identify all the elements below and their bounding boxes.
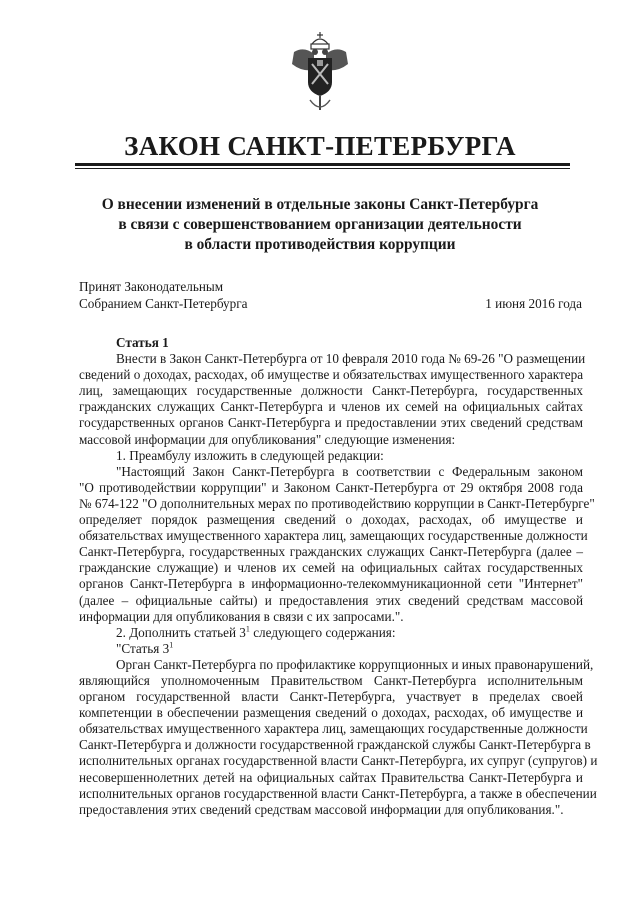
- body-line: являющийся уполномоченным Правительством Санкт-Петербурга исполнительным: [79, 672, 583, 688]
- coat-of-arms-emblem: [284, 30, 356, 116]
- body-line: исполнительных органах государственной власти Санкт-Петербурга, их супруг (супругов) и: [79, 753, 598, 769]
- title-rule-thick: [75, 163, 570, 166]
- body-line: информации для опубликования в связи с их запросами.".: [79, 608, 404, 624]
- body-line: Орган Санкт-Петербурга по профилактике коррупционных и иных правонарушений,: [116, 656, 594, 672]
- body-line: (далее – официальные сайты) и предоставления этих сведений средствам массовой: [79, 592, 583, 608]
- document-body: [79, 335, 598, 818]
- body-line: Внести в Закон Санкт-Петербурга от 10 февраля 2010 года № 69-26 "О размещении: [116, 351, 586, 367]
- body-line: массовой информации для опубликования" следующие изменения:: [79, 431, 456, 447]
- body-line: компетенции в обеспечении размещения сведений о доходах, расходах, об имуществе и: [79, 705, 583, 721]
- document-subtitle: [70, 195, 570, 255]
- subtitle-line: О внесении изменений в отдельные законы Санкт-Петербурга: [101, 196, 539, 213]
- body-line: исполнительных органов государственной власти Санкт-Петербурга, а также в обеспечении: [79, 785, 597, 801]
- body-line: гражданских служащих Санкт-Петербурга и членов их семей на официальных сайтах: [79, 399, 583, 415]
- body-line: государственных органов Санкт-Петербурга и предоставлении этих сведений средствам: [79, 415, 583, 431]
- adoption-authority: [79, 278, 248, 312]
- body-line: лиц, замещающих государственные должности Санкт-Петербурга, государственных: [79, 383, 583, 399]
- body-line: предоставления этих сведений средствам массовой информации для опубликования.".: [79, 801, 564, 817]
- body-line: определяет порядок размещения сведений о доходах, расходах, об имуществе и: [79, 512, 583, 528]
- body-line-article-3-1: "Статья $3^1$: [116, 640, 174, 656]
- body-line: "Настоящий Закон Санкт-Петербурга в соответствии с Федеральным законом: [116, 463, 583, 479]
- adoption-line: Собранием Санкт-Петербурга: [79, 296, 248, 311]
- body-line: несовершеннолетних детей на официальных сайтах Правительства Санкт-Петербурга и: [79, 769, 583, 785]
- body-line: обязательствах имущественного характера лиц, замещающих государственные должности: [79, 528, 588, 544]
- body-line: Санкт-Петербурга и должности государственной гражданской службы Санкт-Петербурга в: [79, 737, 591, 753]
- body-line: 1. Преамбулу изложить в следующей редакции:: [116, 447, 384, 463]
- subtitle-line: в области противодействия коррупции: [184, 236, 456, 253]
- document-title: ЗАКОН САНКТ-ПЕТЕРБУРГА: [124, 131, 516, 161]
- adoption-date: 1 июня 2016 года: [485, 296, 582, 311]
- body-line: сведений о доходах, расходах, об имуществе и обязательствах имущественного характера: [79, 367, 584, 383]
- title-rule-thin: [75, 168, 570, 169]
- body-line: обязательствах имущественного характера лиц, замещающих государственные должности: [79, 721, 588, 737]
- body-line: "О противодействии коррупции" и Законом Санкт-Петербурга от 29 октября 2008 года: [79, 479, 583, 495]
- body-line-amendment-2: 2. Дополнить статьей $3^1$ следующего содержания:: [116, 624, 396, 640]
- body-line: органом государственной власти Санкт-Петербурга, участвует в пределах своей: [79, 689, 583, 705]
- body-line: Санкт-Петербурга, государственных гражданских служащих Санкт-Петербурга (далее –: [79, 544, 583, 560]
- subtitle-line: в связи с совершенствованием организации деятельности: [118, 216, 522, 233]
- body-line: органов Санкт-Петербурга в информационно-телекоммуникационной сети "Интернет": [79, 576, 583, 592]
- body-line: гражданские служащие) и членов их семей на официальных сайтах государственных: [79, 560, 583, 576]
- adoption-line: Принят Законодательным: [79, 279, 224, 294]
- body-line: № 674-122 "О дополнительных мерах по противодействию коррупции в Санкт-Петербурге": [79, 495, 595, 511]
- article-heading: Статья 1: [116, 335, 169, 350]
